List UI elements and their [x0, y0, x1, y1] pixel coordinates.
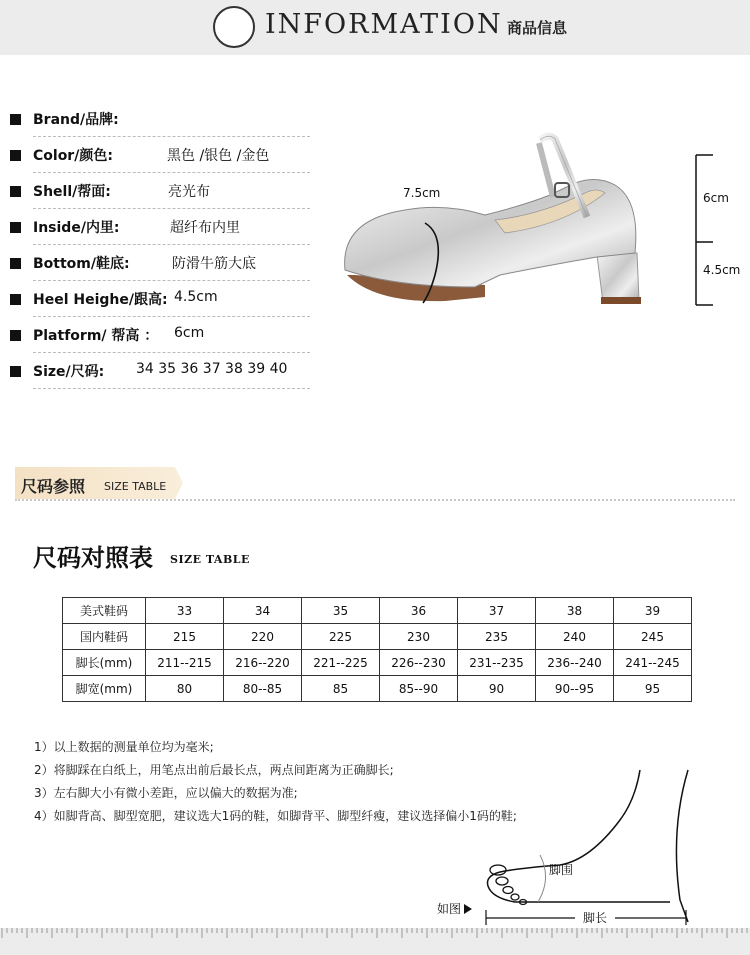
header-title: INFORMATION: [265, 9, 503, 40]
row-header: 美式鞋码: [63, 598, 146, 624]
spec-key: Color/颜色:: [33, 148, 113, 164]
table-cell: 221--225: [302, 650, 380, 676]
square-bullet-icon: [10, 294, 21, 305]
spec-row-platform: [0, 322, 310, 358]
table-cell: 215: [146, 624, 224, 650]
spec-value: 6cm: [174, 325, 205, 341]
table-cell: 245: [614, 624, 692, 650]
table-row: [63, 676, 692, 702]
table-cell: 80: [146, 676, 224, 702]
spec-row-brand: [0, 106, 310, 142]
table-cell: 211--215: [146, 650, 224, 676]
spec-row-size: [0, 358, 310, 394]
size-table: [62, 597, 692, 702]
square-bullet-icon: [10, 150, 21, 161]
spec-value: 防滑牛筋大底: [172, 256, 256, 272]
spec-row-bottom: [0, 250, 310, 286]
square-bullet-icon: [10, 186, 21, 197]
table-cell: 226--230: [380, 650, 458, 676]
table-cell: 33: [146, 598, 224, 624]
spec-key: Shell/帮面:: [33, 184, 111, 200]
note-line: 2）将脚踩在白纸上，用笔点出前后最长点，两点间距离为正确脚长;: [34, 763, 394, 777]
table-cell: 241--245: [614, 650, 692, 676]
table-cell: 90: [458, 676, 536, 702]
size-table-subtitle: SIZE TABLE: [170, 553, 250, 566]
spec-value: 亮光布: [168, 184, 210, 200]
header-bar: [0, 0, 750, 55]
shoe-photo: [335, 125, 750, 325]
row-header: 脚长(mm): [63, 650, 146, 676]
spec-key: Platform/ 帮高 ：: [33, 328, 159, 344]
table-cell: 240: [536, 624, 614, 650]
table-row: [63, 598, 692, 624]
table-cell: 80--85: [224, 676, 302, 702]
square-bullet-icon: [10, 222, 21, 233]
row-header: 脚宽(mm): [63, 676, 146, 702]
spec-key: Bottom/鞋底:: [33, 256, 130, 272]
square-bullet-icon: [10, 114, 21, 125]
square-bullet-icon: [10, 366, 21, 377]
table-cell: 216--220: [224, 650, 302, 676]
spec-row-heel: [0, 286, 310, 322]
foot-girth-label: 脚围: [549, 863, 574, 877]
spec-value: 超纤布内里: [170, 220, 240, 236]
table-row: [63, 650, 692, 676]
table-cell: 38: [536, 598, 614, 624]
table-cell: 235: [458, 624, 536, 650]
table-cell: 37: [458, 598, 536, 624]
circle-logo-icon: [213, 6, 255, 48]
table-cell: 85: [302, 676, 380, 702]
width-measure-label: 7.5cm: [403, 186, 441, 200]
table-cell: 85--90: [380, 676, 458, 702]
spec-row-color: [0, 142, 310, 178]
spec-key: Heel Heighe/跟高:: [33, 292, 168, 308]
spec-row-shell: [0, 178, 310, 214]
table-cell: 95: [614, 676, 692, 702]
table-cell: 34: [224, 598, 302, 624]
platform-measure-label: 6cm: [703, 191, 729, 205]
table-cell: 36: [380, 598, 458, 624]
square-bullet-icon: [10, 258, 21, 269]
square-bullet-icon: [10, 330, 21, 341]
heel-measure-label: 4.5cm: [703, 263, 741, 277]
spec-key: Inside/内里:: [33, 220, 120, 236]
spec-value: 34 35 36 37 38 39 40: [136, 361, 288, 377]
size-banner-subtitle: SIZE TABLE: [104, 480, 167, 493]
table-cell: 35: [302, 598, 380, 624]
table-cell: 90--95: [536, 676, 614, 702]
spec-value: 4.5cm: [174, 289, 218, 305]
table-cell: 225: [302, 624, 380, 650]
table-row: [63, 624, 692, 650]
table-cell: 220: [224, 624, 302, 650]
foot-diagram: [420, 760, 750, 930]
note-line: 3）左右脚大小有微小差距，应以偏大的数据为准;: [34, 786, 298, 800]
ruler-strip: [0, 928, 750, 955]
table-cell: 236--240: [536, 650, 614, 676]
note-line: 1）以上数据的测量单位均为毫米;: [34, 740, 214, 754]
size-table-title: 尺码对照表: [33, 543, 153, 572]
table-cell: 230: [380, 624, 458, 650]
spec-key: Size/尺码:: [33, 364, 105, 380]
foot-length-label: 脚长: [583, 911, 608, 925]
table-cell: 39: [614, 598, 692, 624]
table-cell: 231--235: [458, 650, 536, 676]
row-header: 国内鞋码: [63, 624, 146, 650]
arrow-right-icon: [464, 904, 472, 914]
note-line: 4）如脚背高、脚型宽肥，建议选大1码的鞋，如脚背平、脚型纤瘦，建议选择偏小1码的鞋;: [34, 809, 517, 823]
spec-row-inside: [0, 214, 310, 250]
as-shown-label: 如图: [437, 902, 462, 916]
spec-value: 黑色 /银色 /金色: [167, 148, 270, 164]
size-banner-title: 尺码参照: [21, 477, 86, 496]
header-subtitle: 商品信息: [507, 19, 568, 37]
spec-key: Brand/品牌:: [33, 112, 119, 128]
